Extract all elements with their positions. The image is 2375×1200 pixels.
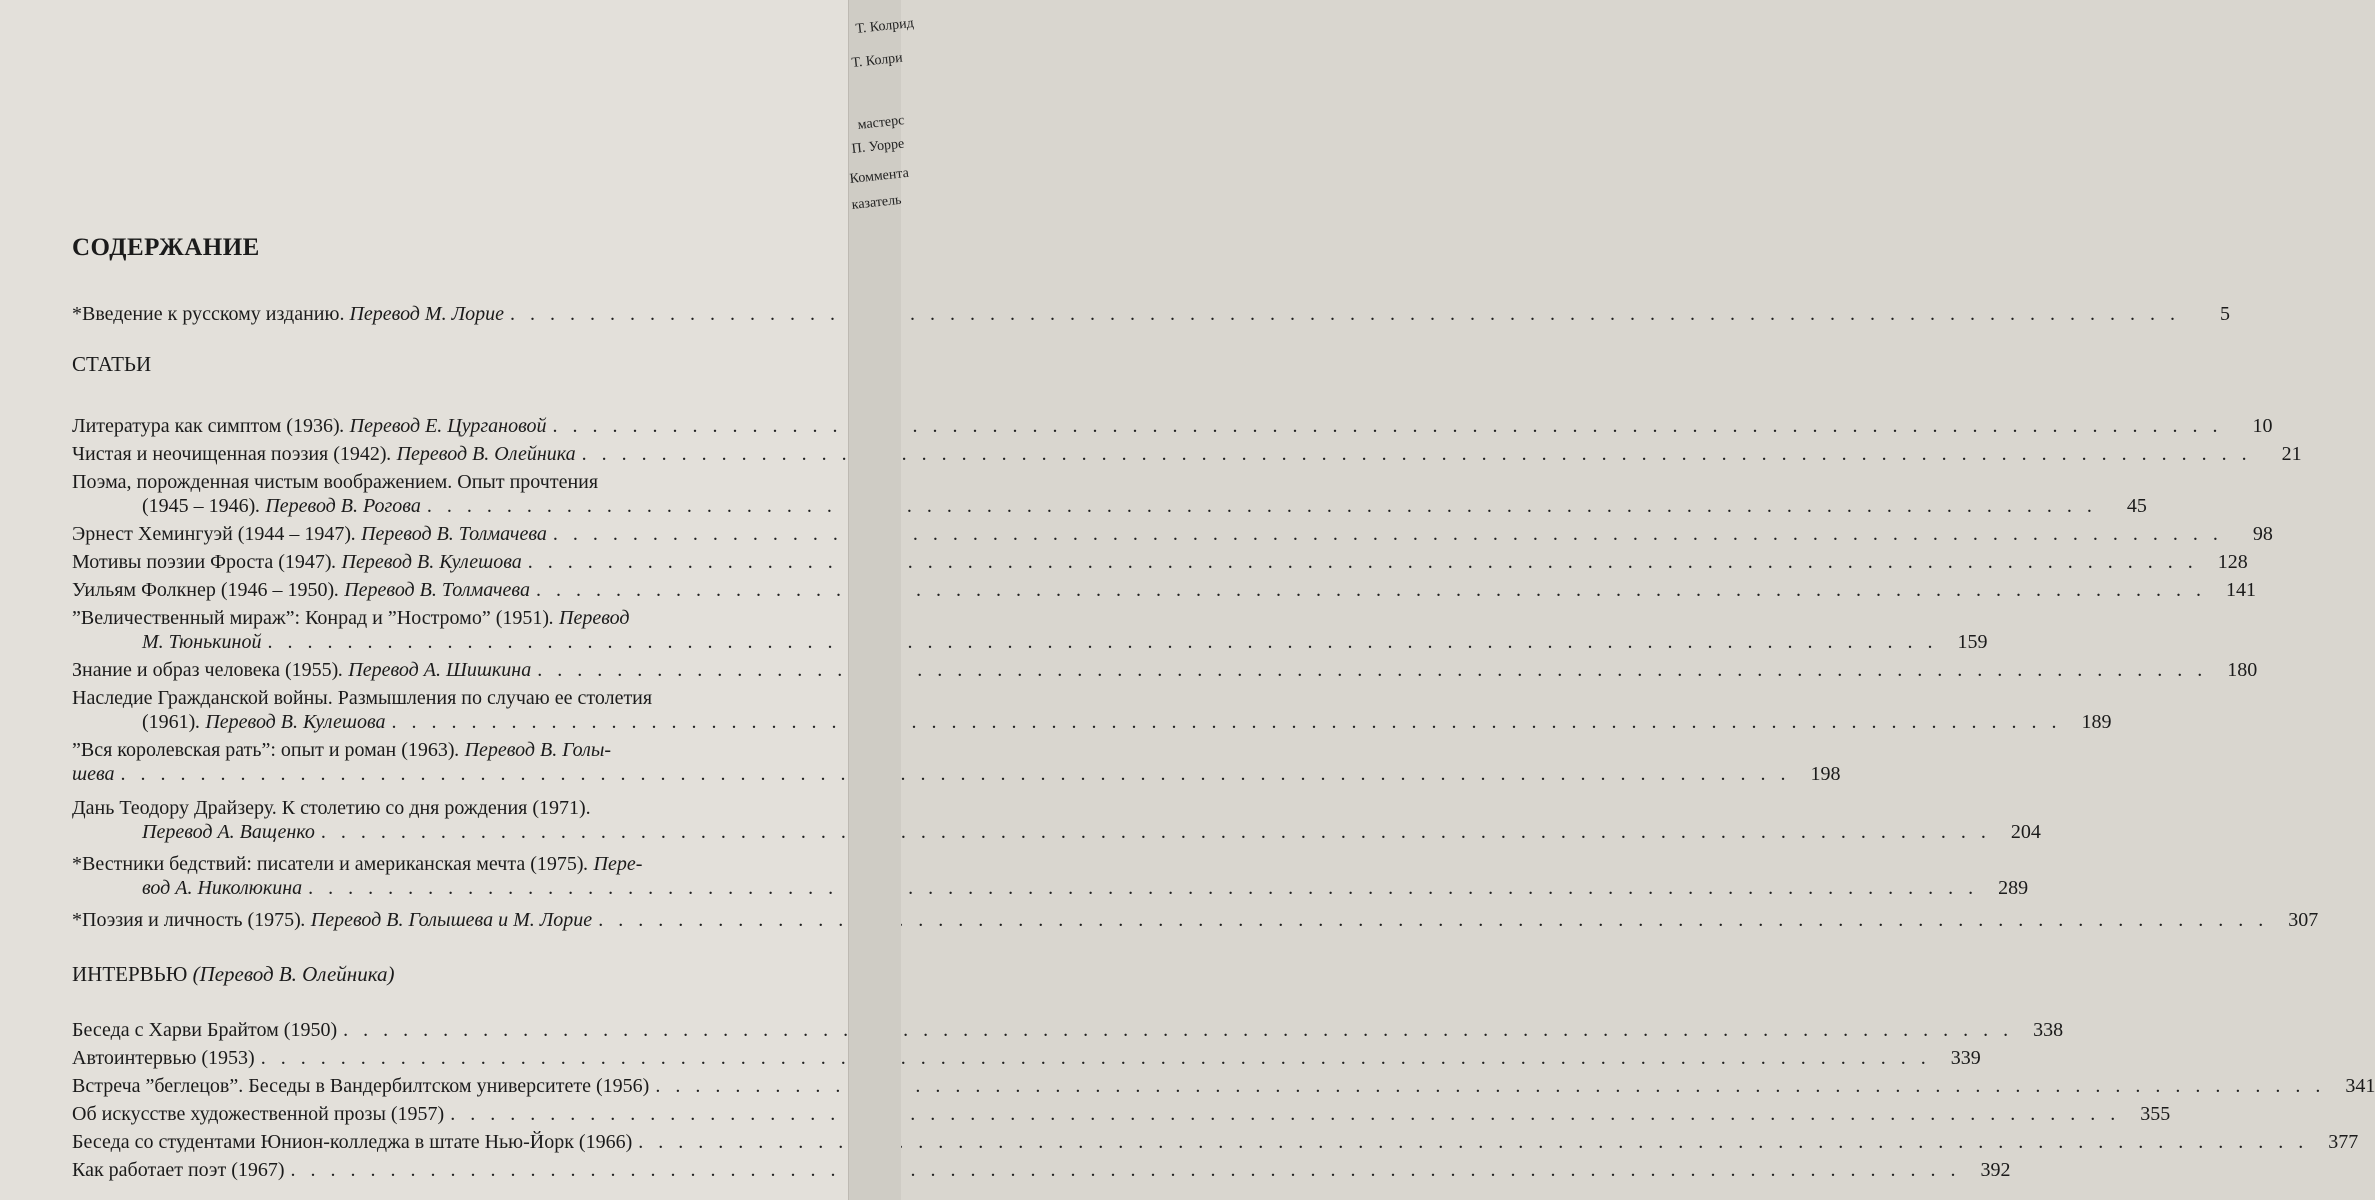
interview-title: Беседа с Харви Брайтом (1950): [72, 1019, 338, 1041]
page-number: 355: [2140, 1103, 2171, 1125]
page-number: 377: [2328, 1131, 2359, 1153]
page-number: 204: [2010, 821, 2041, 843]
leader-dots: [291, 1158, 1961, 1182]
article-translator: шева: [72, 763, 115, 785]
page-number: 392: [1980, 1159, 2011, 1181]
leader-dots: [655, 1074, 2325, 1098]
article-entry: [72, 908, 2319, 932]
article-title: ”Величественный мираж”: Конрад и ”Ностромо” (1951): [72, 607, 550, 629]
intro-translator: Перевод М. Лорие: [349, 303, 505, 325]
article-entry: [72, 470, 2147, 518]
article-translator: вод А. Николюкина: [142, 877, 303, 899]
leader-dots: [510, 302, 2180, 326]
leader-dots: [553, 414, 2223, 438]
leader-dots: [537, 658, 2207, 682]
page-number: 289: [1998, 877, 2029, 899]
intro-title: *Введение к русскому изданию.: [72, 303, 345, 325]
article-translator: . Пере-: [583, 853, 643, 875]
article-title: Мотивы поэзии Фроста (1947): [72, 551, 332, 573]
interview-entry: [72, 1046, 1981, 1070]
page-number: 198: [1810, 763, 1841, 785]
page-number: 338: [2033, 1019, 2064, 1041]
leader-dots: [261, 1046, 1931, 1070]
page-number: 307: [2288, 909, 2319, 931]
article-translator: М. Тюнькиной: [142, 631, 262, 653]
interview-title: Встреча ”беглецов”. Беседы в Вандербилтском университете (1956): [72, 1075, 650, 1097]
intro-entry: [72, 302, 2231, 326]
facing-page-text: Т. Колрид: [855, 15, 915, 37]
interview-title: Об искусстве художественной прозы (1957): [72, 1103, 445, 1125]
interview-title: Беседа со студентами Юнион-колледжа в штате Нью-Йорк (1966): [72, 1131, 633, 1153]
article-translator: . Перевод В. Кулешова: [331, 551, 522, 573]
article-translator: . Перевод В. Толмачева: [351, 523, 547, 545]
article-entry: [72, 796, 2041, 844]
article-entry: [72, 522, 2273, 546]
article-title-cont: (1945 – 1946): [142, 495, 256, 517]
article-title: Эрнест Хемингуэй (1944 – 1947): [72, 523, 352, 545]
leader-dots: [536, 578, 2206, 602]
articles-heading: СТАТЬИ: [72, 352, 152, 376]
page-number: 189: [2081, 711, 2112, 733]
article-title: Знание и образ человека (1955): [72, 659, 339, 681]
interviews-heading: ИНТЕРВЬЮ: [72, 962, 188, 986]
page-number: 141: [2225, 579, 2256, 601]
interview-title: Автоинтервью (1953): [72, 1047, 255, 1069]
article-translator: . Перевод В. Олейника: [386, 443, 576, 465]
leader-dots: [450, 1102, 2120, 1126]
facing-page-text: П. Уорре: [851, 136, 905, 157]
article-translator: . Перевод В. Голышева и М. Лорие: [300, 909, 593, 931]
article-entry: [72, 550, 2248, 574]
article-title: Литература как симптом (1936): [72, 415, 340, 437]
facing-page-text: мастерс: [857, 113, 906, 133]
page-number: 339: [1950, 1047, 1981, 1069]
leader-dots: [582, 442, 2252, 466]
article-title: Дань Теодору Драйзеру. К столетию со дня рождения (1971).: [72, 797, 591, 819]
interview-title: Как работает поэт (1967): [72, 1159, 285, 1181]
leader-dots: [427, 494, 2097, 518]
facing-page-text: Коммента: [849, 165, 910, 187]
interview-entry: [72, 1102, 2171, 1126]
article-translator: Перевод А. Ващенко: [142, 821, 315, 843]
interviews-translator: (Перевод В. Олейника): [192, 962, 395, 986]
leader-dots: [121, 762, 1791, 786]
page-number: 5: [2220, 303, 2231, 325]
page-number: 180: [2227, 659, 2258, 681]
leader-dots: [321, 820, 1991, 844]
page-number: 45: [2126, 495, 2147, 517]
article-translator: . Перевод В. Кулешова: [195, 711, 386, 733]
article-translator: . Перевод В. Рогова: [255, 495, 421, 517]
article-entry: [72, 414, 2273, 438]
page-number: 21: [2281, 443, 2302, 465]
article-entry: [72, 852, 2029, 900]
article-title-cont: (1961): [142, 711, 196, 733]
article-translator: . Перевод В. Голы-: [454, 739, 612, 761]
leader-dots: [553, 522, 2223, 546]
interview-entry: [72, 1018, 2064, 1042]
leader-dots: [392, 710, 2062, 734]
article-entry: [72, 686, 2112, 734]
article-translator: . Перевод Е. Цургановой: [339, 415, 547, 437]
leader-dots: [528, 550, 2198, 574]
leader-dots: [343, 1018, 2013, 1042]
article-title: *Вестники бедствий: писатели и американская мечта (1975): [72, 853, 584, 875]
article-title: ”Вся королевская рать”: опыт и роман (1963): [72, 739, 455, 761]
article-translator: . Перевод А. Шишкина: [338, 659, 532, 681]
article-title: Поэма, порожденная чистым воображением. Опыт прочтения: [72, 471, 599, 493]
article-entry: [72, 738, 1841, 786]
page-number: 341: [2345, 1075, 2375, 1097]
article-entry: [72, 442, 2302, 466]
leader-dots: [308, 876, 1978, 900]
article-entry: [72, 578, 2256, 602]
article-title: Наследие Гражданской войны. Размышления по случаю ее столетия: [72, 687, 653, 709]
contents-heading: СОДЕРЖАНИЕ: [72, 234, 260, 261]
page-number: 10: [2252, 415, 2273, 437]
page-number: 128: [2217, 551, 2248, 573]
facing-page-text: казатель: [851, 192, 903, 213]
interview-entry: [72, 1074, 2375, 1098]
leader-dots: [267, 630, 1937, 654]
article-entry: [72, 658, 2258, 682]
article-title: Чистая и неочищенная поэзия (1942): [72, 443, 387, 465]
interview-entry: [72, 1130, 2359, 1154]
interview-entry: [72, 1158, 2011, 1182]
article-translator: . Перевод В. Толмачева: [334, 579, 530, 601]
facing-page-text: Т. Колри: [851, 50, 904, 71]
facing-page-edge: [848, 0, 915, 1200]
article-title: *Поэзия и личность (1975): [72, 909, 301, 931]
article-translator: . Перевод: [549, 607, 630, 629]
page-number: 159: [1957, 631, 1988, 653]
bleed-through-text: [100, 0, 800, 260]
article-title: Уильям Фолкнер (1946 – 1950): [72, 579, 335, 601]
page-number: 98: [2252, 523, 2273, 545]
article-entry: [72, 606, 1988, 654]
interviews-heading-row: [72, 962, 395, 987]
